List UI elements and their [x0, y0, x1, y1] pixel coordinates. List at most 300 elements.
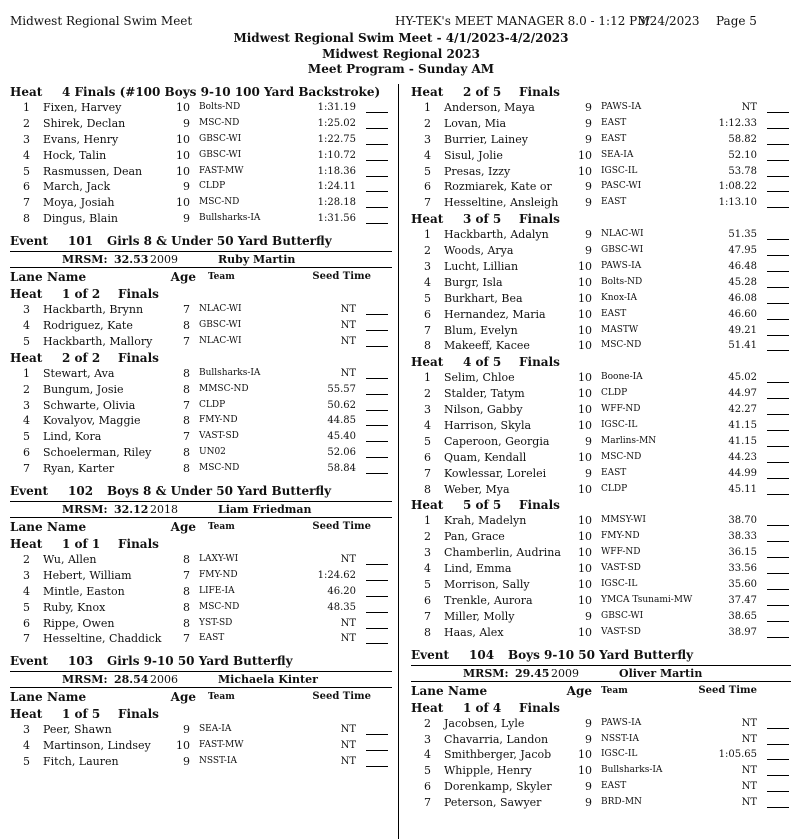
swimmer-name: Lucht, Lillian	[444, 260, 519, 274]
swimmer-entry	[10, 616, 392, 632]
finals-time-blank	[767, 144, 789, 145]
swimmer-name: Wu, Allen	[43, 553, 97, 567]
event-title: Girls 9-10 50 Yard Butterfly	[107, 654, 293, 669]
finals-time-blank	[767, 759, 789, 760]
seed-time: NT	[340, 724, 356, 736]
swimmer-team: GBSC-WI	[601, 610, 644, 621]
age-header: Age	[170, 270, 196, 285]
heat-header	[411, 497, 791, 513]
finals-time-blank	[366, 394, 388, 395]
heat-number: 2 of 2	[62, 350, 101, 365]
seed-time: 36.15	[728, 547, 757, 559]
swimmer-age: 10	[578, 403, 592, 417]
swimmer-age: 8	[183, 319, 190, 333]
swimmer-age: 10	[578, 291, 592, 305]
swimmer-age: 9	[183, 212, 190, 226]
swimmer-entry	[10, 429, 392, 445]
seed-time: 44.23	[728, 451, 757, 463]
lane-number: 7	[424, 609, 431, 623]
heat-finals-label: Finals	[118, 350, 159, 365]
lane-number: 6	[424, 180, 431, 194]
swimmer-team: FAST-MW	[199, 740, 244, 751]
finals-time-blank	[366, 628, 388, 629]
swimmer-team: MASTW	[601, 324, 639, 335]
swimmer-name: Rasmussen, Dean	[43, 164, 143, 178]
swimmer-entry	[411, 164, 791, 180]
swimmer-entry	[10, 100, 392, 116]
swimmer-age: 8	[183, 382, 190, 396]
finals-time-blank	[767, 430, 789, 431]
seed-time: 1:22.75	[317, 133, 356, 145]
finals-time-blank	[767, 303, 789, 304]
swimmer-team: NLAC-WI	[199, 335, 242, 346]
lane-number: 6	[424, 780, 431, 794]
swimmer-age: 10	[578, 482, 592, 496]
swimmer-age: 10	[176, 164, 190, 178]
swimmer-entry	[10, 584, 392, 600]
finals-time-blank	[767, 744, 789, 745]
swimmer-entry	[10, 398, 392, 414]
finals-time-blank	[366, 643, 388, 644]
finals-time-blank	[366, 596, 388, 597]
swimmer-team: FAST-MW	[199, 165, 244, 176]
swimmer-entry	[411, 732, 791, 748]
finals-time-blank	[767, 271, 789, 272]
finals-time-blank	[767, 112, 789, 113]
swimmer-age: 9	[183, 755, 190, 769]
lane-number: 4	[424, 562, 431, 576]
finals-time-blank	[366, 191, 388, 192]
seed-time: 35.60	[728, 579, 757, 591]
event-label: Event	[10, 234, 49, 249]
swimmer-team: EAST	[601, 781, 627, 792]
finals-time-blank	[767, 775, 789, 776]
seed-time: 44.85	[327, 415, 356, 427]
finals-time-blank	[767, 398, 789, 399]
name-header: Name	[448, 683, 488, 698]
lane-number: 2	[23, 553, 30, 567]
swimmer-entry	[411, 227, 791, 243]
seed-time: 44.97	[728, 388, 757, 400]
lane-number: 8	[424, 625, 431, 639]
lane-number: 3	[424, 546, 431, 560]
swimmer-entry	[10, 600, 392, 616]
lane-number: 3	[23, 723, 30, 737]
swimmer-name: Whipple, Henry	[444, 764, 532, 778]
swimmer-age: 9	[585, 716, 592, 730]
swimmer-team: MSC-ND	[199, 197, 240, 208]
lane-number: 2	[424, 716, 431, 730]
swimmer-name: Shirek, Declan	[43, 116, 126, 130]
lane-number: 2	[23, 116, 30, 130]
lane-number: 3	[424, 732, 431, 746]
seed-time: NT	[741, 733, 757, 745]
swimmer-team: LAXY-WI	[199, 554, 239, 565]
swimmer-age: 10	[578, 307, 592, 321]
finals-time-blank	[767, 350, 789, 351]
lane-number: 3	[424, 403, 431, 417]
event-header	[10, 651, 392, 672]
seed-time-header: Seed Time	[312, 521, 371, 533]
swimmer-age: 10	[578, 764, 592, 778]
swimmer-name: Caperoon, Georgia	[444, 434, 550, 448]
lane-header: Lane	[10, 520, 43, 535]
swimmer-entry	[411, 386, 791, 402]
finals-time-blank	[366, 766, 388, 767]
finals-time-blank	[767, 382, 789, 383]
seed-time-header: Seed Time	[698, 684, 757, 696]
swimmer-name: Stewart, Ava	[43, 366, 115, 380]
finals-time-blank	[767, 807, 789, 808]
finals-time-blank	[767, 589, 789, 590]
lane-number: 8	[23, 212, 30, 226]
swimmer-team: PAWS-IA	[601, 102, 642, 112]
swimmer-entry	[411, 195, 791, 211]
swimmer-age: 9	[585, 780, 592, 794]
swimmer-team: CLDP	[199, 181, 226, 192]
swimmer-name: Hesseltine, Ansleigh	[444, 196, 559, 210]
seed-time: 45.11	[728, 483, 757, 495]
lane-number: 6	[424, 450, 431, 464]
seed-time: 1:31.56	[317, 213, 356, 225]
heat-number: 2 of 5	[463, 85, 502, 99]
seed-time: 1:31.19	[317, 102, 356, 113]
swimmer-name: Presas, Izzy	[444, 164, 511, 178]
swimmer-age: 10	[176, 148, 190, 162]
swimmer-team: Bullsharks-IA	[199, 213, 261, 224]
swimmer-name: Hebert, William	[43, 568, 132, 582]
heat-label: Heat	[411, 212, 444, 227]
swimmer-team: UN02	[199, 447, 226, 458]
swimmer-team: MSC-ND	[601, 340, 642, 351]
heat-label: Heat	[411, 700, 444, 715]
swimmer-team: PAWS-IA	[601, 261, 642, 272]
swimmer-name: Anderson, Maya	[444, 101, 535, 114]
swimmer-name: Peterson, Sawyer	[444, 796, 542, 810]
swimmer-age: 9	[585, 434, 592, 448]
event-header	[411, 645, 791, 666]
seed-time: 1:10.72	[317, 149, 356, 161]
finals-time-blank	[767, 176, 789, 177]
heat-number: 1 of 4	[463, 700, 502, 715]
finals-time-blank	[366, 612, 388, 613]
swimmer-team: Bolts-ND	[601, 276, 643, 287]
lane-number: 4	[424, 275, 431, 289]
swimmer-name: Ruby, Knox	[43, 600, 106, 614]
swimmer-age: 10	[578, 546, 592, 560]
seed-time: 37.47	[728, 594, 757, 606]
finals-time-blank	[767, 446, 789, 447]
lane-number: 5	[424, 578, 431, 592]
swimmer-entry	[411, 466, 791, 482]
event-title: Boys 8 & Under 50 Yard Butterfly	[107, 484, 332, 499]
lane-number: 7	[424, 196, 431, 210]
finals-time-blank	[366, 410, 388, 411]
swimmer-entry	[10, 754, 392, 770]
swimmer-name: Dingus, Blain	[43, 212, 118, 226]
seed-time: 1:25.02	[317, 117, 356, 129]
swimmer-name: Dorenkamp, Skyler	[444, 780, 552, 794]
swimmer-team: IGSC-IL	[601, 579, 638, 590]
swimmer-entry	[411, 179, 791, 195]
swimmer-name: Martinson, Lindsey	[43, 739, 151, 753]
record-label: MRSM:	[62, 253, 108, 267]
swimmer-entry	[10, 334, 392, 350]
column-headers	[10, 268, 392, 286]
swimmer-team: Boone-IA	[601, 372, 643, 383]
swimmer-team: EAST	[601, 467, 627, 478]
seed-time: 58.84	[327, 463, 356, 475]
finals-time-blank	[366, 207, 388, 208]
finals-time-blank	[767, 335, 789, 336]
meet-record	[10, 502, 392, 518]
swimmer-name: Burrier, Lainey	[444, 132, 528, 146]
swimmer-entry	[411, 338, 791, 354]
heat-finals-label: Finals	[519, 212, 560, 227]
swimmer-age: 10	[176, 101, 190, 114]
swimmer-entry	[10, 116, 392, 132]
swimmer-age: 9	[585, 196, 592, 210]
team-header: Team	[601, 685, 628, 696]
team-header: Team	[208, 692, 235, 703]
swimmer-team: LIFE-IA	[199, 585, 235, 596]
lane-number: 7	[23, 462, 30, 476]
swimmer-name: Kovalyov, Maggie	[43, 414, 141, 428]
heat-label: Heat	[411, 85, 444, 99]
lane-header: Lane	[10, 270, 43, 285]
swimmer-team: GBSC-WI	[199, 320, 242, 331]
swimmer-entry	[10, 413, 392, 429]
swimmer-team: NSST-IA	[199, 756, 237, 767]
finals-time-blank	[366, 314, 388, 315]
lane-number: 1	[23, 366, 30, 380]
finals-time-blank	[767, 541, 789, 542]
swimmer-entry	[10, 366, 392, 382]
finals-time-blank	[767, 239, 789, 240]
swimmer-age: 8	[183, 414, 190, 428]
swimmer-age: 10	[578, 339, 592, 353]
seed-time: 45.02	[728, 372, 757, 384]
swimmer-age: 10	[176, 196, 190, 210]
swimmer-age: 9	[585, 732, 592, 746]
swimmer-name: Stalder, Tatym	[444, 387, 525, 401]
record-holder: Oliver Martin	[619, 666, 703, 680]
swimmer-entry	[10, 318, 392, 334]
swimmer-entry	[411, 418, 791, 434]
swimmer-entry	[10, 461, 392, 477]
lane-number: 6	[23, 446, 30, 460]
seed-time: NT	[340, 617, 356, 629]
lane-number: 2	[424, 244, 431, 258]
swimmer-name: Smithberger, Jacob	[444, 748, 552, 762]
lane-number: 8	[424, 482, 431, 496]
seed-time: NT	[340, 304, 356, 316]
age-header: Age	[170, 690, 196, 705]
name-header: Name	[47, 690, 87, 705]
heat-number: 1 of 1	[62, 537, 101, 552]
lane-number: 5	[424, 764, 431, 778]
swimmer-name: Hesseltine, Chaddick	[43, 632, 162, 646]
swimmer-entry	[411, 747, 791, 763]
seed-time: 38.65	[728, 610, 757, 622]
swimmer-name: Quam, Kendall	[444, 450, 527, 464]
swimmer-entry	[411, 275, 791, 291]
lane-number: 1	[424, 228, 431, 242]
swimmer-entry	[411, 561, 791, 577]
lane-number: 4	[23, 148, 30, 162]
seed-time: 1:24.62	[317, 569, 356, 581]
swimmer-team: FMY-ND	[199, 569, 238, 580]
swimmer-age: 10	[578, 530, 592, 544]
record-year: 2018	[150, 503, 178, 517]
swimmer-entry	[411, 116, 791, 132]
record-holder: Liam Friedman	[218, 503, 312, 517]
lane-number: 6	[424, 307, 431, 321]
swimmer-team: Bullsharks-IA	[199, 367, 261, 378]
swimmer-entry	[411, 132, 791, 148]
seed-time: 1:18.36	[317, 165, 356, 177]
swimmer-team: PAWS-IA	[601, 717, 642, 728]
heat-label: Heat	[10, 537, 43, 552]
swimmer-name: Woods, Arya	[444, 244, 514, 258]
finals-time-blank	[366, 378, 388, 379]
finals-time-blank	[767, 478, 789, 479]
heat-number: 3 of 5	[463, 212, 502, 227]
heat-label: Heat	[10, 350, 43, 365]
software-version: HY-TEK's MEET MANAGER 8.0 - 1:12 PM	[395, 14, 650, 28]
swimmer-age: 9	[585, 116, 592, 130]
swimmer-name: Evans, Henry	[43, 132, 119, 146]
swimmer-entry	[10, 738, 392, 754]
event-header	[10, 481, 392, 502]
swimmer-entry	[10, 722, 392, 738]
finals-time-blank	[366, 160, 388, 161]
swimmer-name: Mintle, Easton	[43, 584, 125, 598]
swimmer-team: FMY-ND	[199, 415, 238, 426]
event-number: 102	[68, 484, 94, 499]
swimmer-name: Bungum, Josie	[43, 382, 124, 396]
finals-time-blank	[366, 734, 388, 735]
swimmer-age: 8	[183, 366, 190, 380]
swimmer-name: Makeeff, Kacee	[444, 339, 530, 353]
lane-number: 1	[23, 101, 30, 114]
heat-header	[411, 84, 791, 100]
heat-finals-label: Finals	[519, 700, 560, 715]
heat-finals-label: Finals	[118, 287, 159, 302]
seed-time: 52.10	[728, 149, 757, 161]
swimmer-age: 10	[578, 387, 592, 401]
finals-time-blank	[767, 728, 789, 729]
swimmer-team: NLAC-WI	[601, 229, 644, 240]
heat-finals-label: Finals	[519, 498, 560, 513]
swimmer-entry	[411, 402, 791, 418]
swimmer-team: YMCA Tsunami-MW	[601, 594, 693, 605]
seed-time: 58.82	[728, 133, 757, 145]
seed-time: 38.97	[728, 626, 757, 638]
swimmer-entry	[411, 291, 791, 307]
swimmer-entry	[411, 545, 791, 561]
swimmer-age: 7	[183, 303, 190, 317]
lane-number: 7	[424, 796, 431, 810]
lane-number: 7	[424, 323, 431, 337]
seed-time: NT	[340, 633, 356, 645]
swimmer-team: EAST	[601, 308, 627, 319]
lane-number: 4	[23, 584, 30, 598]
heat-number: 4 Finals (#100 Boys 9-10 100 Yard Backstroke)	[62, 85, 381, 99]
heat-finals-label: Finals	[519, 355, 560, 370]
swimmer-age: 10	[578, 323, 592, 337]
heat-header	[10, 286, 392, 302]
finals-time-blank	[366, 128, 388, 129]
swimmer-team: MMSY-WI	[601, 515, 646, 526]
swimmer-name: Chavarria, Landon	[444, 732, 549, 746]
swimmer-entry	[411, 779, 791, 795]
swimmer-age: 10	[578, 625, 592, 639]
seed-time: NT	[741, 765, 757, 777]
swimmer-entry	[10, 302, 392, 318]
swimmer-name: Kowlessar, Lorelei	[444, 466, 547, 480]
swimmer-name: Haas, Alex	[444, 625, 504, 639]
seed-time: 41.15	[728, 435, 757, 447]
swimmer-age: 8	[183, 553, 190, 567]
seed-time: 42.27	[728, 404, 757, 416]
lane-number: 5	[23, 430, 30, 444]
record-year: 2006	[150, 673, 178, 687]
seed-time: 33.56	[728, 563, 757, 575]
swimmer-name: Peer, Shawn	[43, 723, 112, 737]
swimmer-entry	[411, 609, 791, 625]
heat-label: Heat	[10, 85, 43, 99]
meet-record	[411, 666, 791, 682]
swimmer-entry	[411, 625, 791, 641]
seed-time: NT	[340, 554, 356, 566]
swimmer-age: 8	[183, 462, 190, 476]
swimmer-team: NSST-IA	[601, 733, 639, 744]
swimmer-age: 8	[183, 600, 190, 614]
swimmer-name: Burgr, Isla	[444, 275, 503, 289]
finals-time-blank	[767, 207, 789, 208]
swimmer-entry	[10, 568, 392, 584]
swimmer-team: EAST	[601, 133, 627, 144]
swimmer-entry	[10, 164, 392, 180]
swimmer-age: 9	[585, 609, 592, 623]
heat-label: Heat	[411, 355, 444, 370]
meet-title: Midwest Regional Swim Meet - 4/1/2023-4/2/2023	[233, 31, 569, 45]
finals-time-blank	[366, 223, 388, 224]
lane-number: 2	[424, 116, 431, 130]
lane-number: 2	[23, 382, 30, 396]
swimmer-age: 10	[578, 260, 592, 274]
swimmer-entry	[411, 434, 791, 450]
swimmer-age: 9	[183, 116, 190, 130]
meet-subtitle: Midwest Regional 2023	[322, 47, 480, 61]
swimmer-team: VAST-SD	[601, 626, 641, 637]
finals-time-blank	[767, 462, 789, 463]
lane-number: 1	[424, 514, 431, 528]
swimmer-entry	[10, 132, 392, 148]
swimmer-age: 9	[585, 466, 592, 480]
finals-time-blank	[366, 425, 388, 426]
seed-time: 55.57	[327, 383, 356, 395]
lane-number: 4	[424, 748, 431, 762]
swimmer-name: Hernandez, Maria	[444, 307, 546, 321]
swimmer-age: 7	[183, 398, 190, 412]
lane-number: 5	[23, 755, 30, 769]
finals-time-blank	[366, 750, 388, 751]
lane-number: 6	[23, 616, 30, 630]
seed-time: 52.06	[327, 447, 356, 459]
swimmer-team: EAST	[601, 197, 627, 208]
